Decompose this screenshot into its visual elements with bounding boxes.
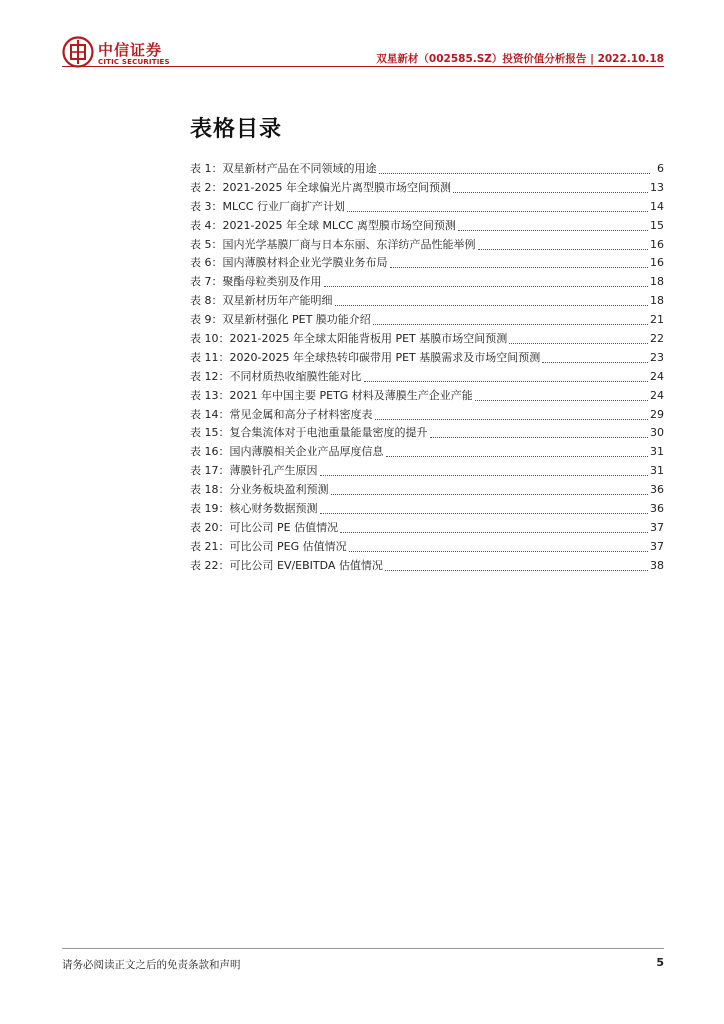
toc-entry-label[interactable]: 表 7：聚酯母粒类别及作用 bbox=[190, 275, 322, 289]
toc-leader-dots bbox=[347, 199, 648, 212]
toc-leader-dots bbox=[542, 350, 648, 363]
toc-leader-dots bbox=[335, 293, 649, 306]
toc-entry-page[interactable]: 30 bbox=[650, 426, 664, 440]
toc-leader-dots bbox=[340, 520, 648, 533]
toc-entry-label[interactable]: 表 12：不同材质热收缩膜性能对比 bbox=[190, 369, 362, 383]
toc-entry-label[interactable]: 表 15：复合集流体对于电池重量能量密度的提升 bbox=[190, 426, 428, 440]
toc-entry-page[interactable]: 22 bbox=[650, 332, 664, 346]
toc-entry-page[interactable]: 24 bbox=[650, 369, 664, 383]
toc-entry[interactable] bbox=[190, 462, 664, 481]
toc-entry[interactable] bbox=[190, 160, 664, 179]
toc-entry-page[interactable]: 31 bbox=[650, 445, 664, 459]
toc-entry[interactable] bbox=[190, 311, 664, 330]
toc-entry-label[interactable]: 表 21：可比公司 PEG 估值情况 bbox=[190, 539, 347, 553]
toc-entry-label[interactable]: 表 14：常见金属和高分子材料密度表 bbox=[190, 407, 373, 421]
toc-leader-dots bbox=[349, 539, 648, 552]
toc-entry-label[interactable]: 表 17：薄膜针孔产生原因 bbox=[190, 464, 318, 478]
toc-entry-label[interactable]: 表 6：国内薄膜材料企业光学膜业务布局 bbox=[190, 256, 388, 270]
logo-chinese-name: 中信证券 bbox=[98, 41, 163, 59]
toc-entry-label[interactable]: 表 16：国内薄膜相关企业产品厚度信息 bbox=[190, 445, 384, 459]
toc-leader-dots bbox=[320, 463, 649, 476]
toc-title: 表格目录 bbox=[190, 117, 283, 142]
toc-entry-page[interactable]: 16 bbox=[650, 237, 664, 251]
toc-entry-label[interactable]: 表 20：可比公司 PE 估值情况 bbox=[190, 520, 339, 534]
toc-entry-page[interactable]: 6 bbox=[657, 162, 664, 175]
toc-entry-label[interactable]: 表 8：双星新材历年产能明细 bbox=[190, 294, 333, 308]
footer-disclaimer: 请务必阅读正文之后的免责条款和声明 bbox=[62, 959, 241, 971]
toc-leader-dots bbox=[390, 255, 649, 268]
toc-entry[interactable] bbox=[190, 406, 664, 425]
toc-entry-page[interactable]: 37 bbox=[650, 520, 664, 534]
toc-entry-label[interactable]: 表 11：2020-2025 年全球热转印碳带用 PET 基膜需求及市场空间预测 bbox=[190, 350, 541, 364]
toc-entry[interactable] bbox=[190, 198, 664, 217]
toc-leader-dots bbox=[324, 274, 649, 287]
footer-divider bbox=[62, 948, 664, 949]
toc-entry-page[interactable]: 24 bbox=[650, 388, 664, 402]
toc-leader-dots bbox=[331, 482, 649, 495]
toc-entry[interactable] bbox=[190, 387, 664, 406]
toc-leader-dots bbox=[453, 180, 648, 193]
toc-entry-page[interactable]: 16 bbox=[650, 256, 664, 270]
toc-leader-dots bbox=[386, 444, 649, 457]
toc-entry-label[interactable]: 表 5：国内光学基膜厂商与日本东丽、东洋纺产品性能举例 bbox=[190, 237, 476, 251]
toc-entry-page[interactable]: 13 bbox=[650, 180, 664, 194]
toc-entry-label[interactable]: 表 19：核心财务数据预测 bbox=[190, 502, 318, 516]
toc-entry-page[interactable]: 31 bbox=[650, 464, 664, 478]
toc-entry[interactable] bbox=[190, 538, 664, 557]
header-divider bbox=[62, 66, 664, 67]
toc-entry[interactable] bbox=[190, 424, 664, 443]
toc-entry-label[interactable]: 表 22：可比公司 EV/EBITDA 估值情况 bbox=[190, 558, 383, 572]
toc-entry-label[interactable]: 表 4：2021-2025 年全球 MLCC 离型膜市场空间预测 bbox=[190, 218, 456, 232]
toc-entry-label[interactable]: 表 9：双星新材强化 PET 膜功能介绍 bbox=[190, 313, 371, 327]
toc-entry[interactable] bbox=[190, 500, 664, 519]
toc-entry-page[interactable]: 38 bbox=[650, 558, 664, 572]
toc-entry[interactable] bbox=[190, 481, 664, 500]
toc-entry[interactable] bbox=[190, 443, 664, 462]
toc-leader-dots bbox=[509, 331, 648, 344]
page-header bbox=[0, 0, 724, 80]
toc-leader-dots bbox=[375, 407, 649, 420]
toc-leader-dots bbox=[385, 558, 648, 571]
toc-leader-dots bbox=[364, 369, 649, 382]
toc-leader-dots bbox=[478, 237, 649, 250]
toc-entry-label[interactable]: 表 3：MLCC 行业厂商扩产计划 bbox=[190, 199, 345, 213]
toc-entry[interactable] bbox=[190, 236, 664, 255]
toc-leader-dots bbox=[373, 312, 648, 325]
toc-entry-page[interactable]: 18 bbox=[650, 294, 664, 308]
toc-entry-page[interactable]: 21 bbox=[650, 313, 664, 327]
toc-leader-dots bbox=[475, 388, 648, 401]
toc-entry[interactable] bbox=[190, 557, 664, 576]
toc-entry[interactable] bbox=[190, 519, 664, 538]
toc-leader-dots bbox=[379, 161, 651, 174]
toc-entry-page[interactable]: 18 bbox=[650, 275, 664, 289]
citic-logo-icon bbox=[62, 36, 94, 68]
toc-entry-label[interactable]: 表 2：2021-2025 年全球偏光片离型膜市场空间预测 bbox=[190, 180, 451, 194]
toc-entry-label[interactable]: 表 10：2021-2025 年全球太阳能背板用 PET 基膜市场空间预测 bbox=[190, 332, 508, 346]
toc-entry-page[interactable]: 36 bbox=[650, 502, 664, 516]
toc-leader-dots bbox=[458, 218, 648, 231]
toc-entry[interactable] bbox=[190, 330, 664, 349]
logo-english-name: CITIC SECURITIES bbox=[98, 58, 170, 66]
toc-entry-page[interactable]: 23 bbox=[650, 350, 664, 364]
toc-entry[interactable] bbox=[190, 292, 664, 311]
report-info: 双星新材（002585.SZ）投资价值分析报告 | 2022.10.18 bbox=[376, 53, 664, 65]
toc-entry-page[interactable]: 37 bbox=[650, 539, 664, 553]
toc-entry[interactable] bbox=[190, 254, 664, 273]
toc-entry[interactable] bbox=[190, 368, 664, 387]
toc-entry[interactable] bbox=[190, 179, 664, 198]
toc-entry[interactable] bbox=[190, 273, 664, 292]
toc-leader-dots bbox=[320, 501, 649, 514]
toc-entry-page[interactable]: 14 bbox=[650, 199, 664, 213]
toc-entry-page[interactable]: 36 bbox=[650, 483, 664, 497]
toc-leader-dots bbox=[430, 425, 649, 438]
toc-list bbox=[190, 160, 664, 576]
toc-entry-label[interactable]: 表 13：2021 年中国主要 PETG 材料及薄膜生产企业产能 bbox=[190, 388, 473, 402]
toc-entry-label[interactable]: 表 18：分业务板块盈利预测 bbox=[190, 483, 329, 497]
toc-entry[interactable] bbox=[190, 217, 664, 236]
toc-entry-page[interactable]: 15 bbox=[650, 218, 664, 232]
toc-entry-page[interactable]: 29 bbox=[650, 407, 664, 421]
toc-entry-label[interactable]: 表 1：双星新材产品在不同领域的用途 bbox=[190, 162, 377, 175]
page-number: 5 bbox=[656, 956, 664, 969]
toc-entry[interactable] bbox=[190, 349, 664, 368]
